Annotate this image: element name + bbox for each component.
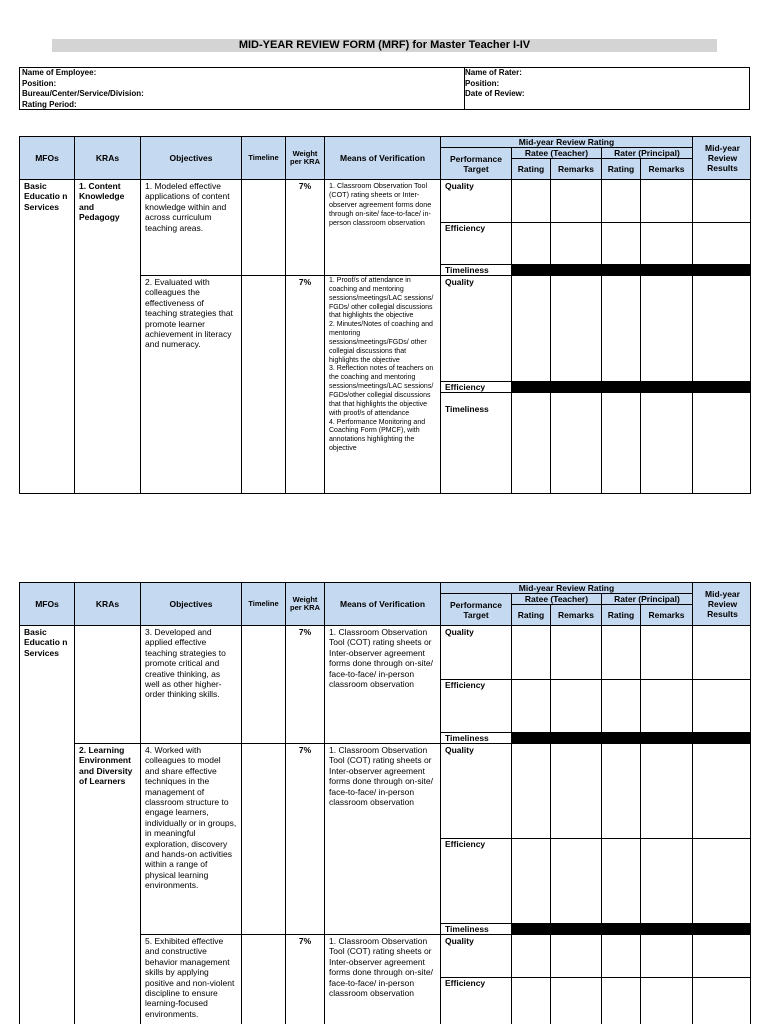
grid-line — [241, 626, 242, 1024]
review-table-1 — [19, 136, 751, 494]
header-rater: Rater (Principal) — [602, 594, 693, 605]
header-ratee-rating: Rating — [512, 159, 551, 180]
grid-line — [440, 392, 751, 393]
grid-line — [511, 180, 512, 494]
quality-label: Quality — [445, 181, 474, 191]
timeliness-label: Timeliness — [445, 733, 489, 743]
grid-line — [440, 222, 751, 223]
means-cell: 1. Proof/s of attendance in coaching and mentoring sessions/meetings/LAC sessions/ FGDs/ other collegial discussions that highlights the objective 2. Minutes/Notes of coaching and mentoring sessions/meetings/FGDs/ other collegial discussions that highlights the objective 3. Reflection notes of teachers on the coaching and mentoring sessions/meetings/LAC sessions/ FGDs/other collegial discussions that that highlights the objective with proof/s of attendance 4. Performance Monitoring and Coaching Form (PMCF), with annotations highlighting the objective — [329, 277, 434, 453]
efficiency-label: Efficiency — [445, 978, 486, 988]
efficiency-label: Efficiency — [445, 223, 486, 233]
header-kras: KRAs — [75, 137, 141, 180]
form-title: MID-YEAR REVIEW FORM (MRF) for Master Teacher I-IV — [52, 39, 717, 52]
efficiency-label: Efficiency — [445, 680, 486, 690]
header-results: Mid-year Review Results — [693, 137, 751, 180]
header-rater-rating: Rating — [602, 605, 641, 626]
timeliness-black-bar — [511, 732, 751, 743]
header-means: Means of Verification — [325, 137, 441, 180]
means-cell: 1. Classroom Observation Tool (COT) rating sheets or Inter-observer agreement forms done through on-site/ face-to-face/ in-person classroom observation — [329, 627, 433, 690]
header-midyear-rating: Mid-year Review Rating — [441, 137, 693, 148]
mfo-cell: Basic Educatio n Services — [24, 627, 68, 658]
efficiency-label: Efficiency — [445, 382, 486, 392]
quality-label: Quality — [445, 936, 474, 946]
grid-line — [692, 180, 693, 494]
grid-line — [550, 626, 551, 1024]
header-objectives: Objectives — [141, 583, 242, 626]
weight-cell: 7% — [298, 745, 312, 755]
header-weight: Weight per KRA — [286, 137, 325, 180]
bureau-label: Bureau/Center/Service/Division: — [22, 89, 144, 98]
grid-line — [601, 180, 602, 494]
weight-cell: 7% — [298, 277, 312, 287]
grid-line — [440, 838, 751, 839]
header-performance-target: Performance Target — [441, 594, 512, 626]
timeliness-black-bar — [511, 264, 751, 275]
grid-line — [640, 180, 641, 494]
quality-label: Quality — [445, 745, 474, 755]
objective-cell: 4. Worked with colleagues to model and share effective techniques in the management of classroom structure to engage learners, individually or in groups, in meaningful exploration, discovery and hands-on activities within a range of physical learning environments. — [145, 745, 237, 891]
efficiency-label: Efficiency — [445, 839, 486, 849]
grid-line — [440, 977, 751, 978]
header-ratee-remarks: Remarks — [551, 159, 602, 180]
name-of-employee-label: Name of Employee: — [22, 68, 97, 77]
review-table-2 — [19, 582, 751, 1024]
timeliness-label: Timeliness — [445, 404, 489, 414]
header-ratee: Ratee (Teacher) — [512, 148, 602, 159]
grid-line — [601, 626, 602, 1024]
quality-label: Quality — [445, 277, 474, 287]
kra-cell: 2. Learning Environment and Diversity of Learners — [79, 745, 133, 787]
weight-cell: 7% — [298, 181, 312, 191]
grid-line — [440, 679, 751, 680]
timeliness-black-bar — [511, 923, 751, 934]
weight-cell: 7% — [298, 936, 312, 946]
date-of-review-label: Date of Review: — [465, 89, 525, 98]
header-weight: Weight per KRA — [286, 583, 325, 626]
quality-label: Quality — [445, 627, 474, 637]
grid-line — [241, 180, 242, 494]
header-kras: KRAs — [75, 583, 141, 626]
rater-info-right — [464, 68, 525, 109]
header-rater: Rater (Principal) — [602, 148, 693, 159]
name-of-rater-label: Name of Rater: — [465, 68, 522, 77]
header-rater-rating: Rating — [602, 159, 641, 180]
grid-line — [692, 626, 693, 1024]
header-ratee-remarks: Remarks — [551, 605, 602, 626]
timeliness-label: Timeliness — [445, 265, 489, 275]
grid-line — [285, 180, 286, 494]
objective-cell: 2. Evaluated with colleagues the effectiveness of teaching strategies that promote learner achievement in literacy and numeracy. — [145, 277, 233, 350]
means-cell: 1. Classroom Observation Tool (COT) rating sheets or Inter-observer agreement forms done through on-site/ face-to-face/ in-person classroom observation — [329, 936, 433, 999]
header-means: Means of Verification — [325, 583, 441, 626]
means-cell: 1. Classroom Observation Tool (COT) rating sheets or Inter-observer agreement forms done through on-site/ face-to-face/ in-person classroom observation — [329, 181, 432, 228]
header-ratee: Ratee (Teacher) — [512, 594, 602, 605]
grid-line — [511, 626, 512, 1024]
means-cell: 1. Classroom Observation Tool (COT) rating sheets or Inter-observer agreement forms done through on-site/ face-to-face/ in-person classroom observation — [329, 745, 433, 808]
header-performance-target: Performance Target — [441, 148, 512, 180]
header-results: Mid-year Review Results — [693, 583, 751, 626]
weight-cell: 7% — [298, 627, 312, 637]
header-rater-remarks: Remarks — [641, 605, 693, 626]
employee-info-box — [19, 67, 750, 110]
header-ratee-rating: Rating — [512, 605, 551, 626]
grid-line — [74, 626, 75, 1024]
objective-cell: 5. Exhibited effective and constructive behavior management skills by applying positive and non-violent discipline to ensure learning-focused environments. — [145, 936, 235, 1019]
header-midyear-rating: Mid-year Review Rating — [441, 583, 693, 594]
employee-position-label: Position: — [22, 78, 57, 88]
grid-line — [74, 180, 75, 494]
rater-position-label: Position: — [465, 78, 500, 88]
header-mfos: MFOs — [20, 137, 75, 180]
header-mfos: MFOs — [20, 583, 75, 626]
kra-cell: 1. Content Knowledge and Pedagogy — [79, 181, 125, 223]
objective-cell: 1. Modeled effective applications of content knowledge within and across curriculum teaching areas. — [145, 181, 230, 233]
mfo-cell: Basic Educatio n Services — [24, 181, 68, 212]
grid-line — [640, 626, 641, 1024]
rating-period-label: Rating Period: — [22, 99, 77, 109]
grid-line — [550, 180, 551, 494]
timeliness-label: Timeliness — [445, 924, 489, 934]
header-rater-remarks: Remarks — [641, 159, 693, 180]
grid-line — [285, 626, 286, 1024]
employee-info-left — [22, 68, 144, 110]
efficiency-black-bar — [511, 381, 751, 392]
header-timeline: Timeline — [242, 137, 286, 180]
objective-cell: 3. Developed and applied effective teaching strategies to promote critical and creative thinking, as well as other higher-order thinking skills. — [145, 627, 226, 700]
header-objectives: Objectives — [141, 137, 242, 180]
header-timeline: Timeline — [242, 583, 286, 626]
